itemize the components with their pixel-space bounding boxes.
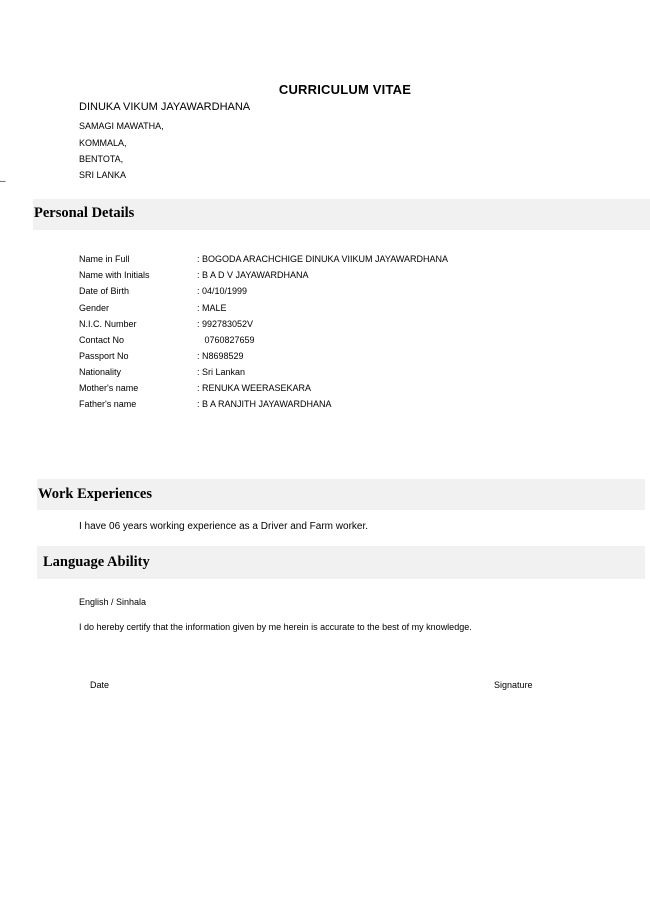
work-experiences-heading: Work Experiences [38,486,152,502]
detail-label: Mother's name [79,383,139,393]
detail-value: : N8698529 [197,351,244,361]
detail-label: Father's name [79,399,137,409]
address-line-3: BENTOTA, [79,154,124,164]
document-title: CURRICULUM VITAE [278,82,412,97]
date-label: Date [90,680,110,690]
detail-label: Date of Birth [79,286,130,296]
detail-value: 0760827659 [197,335,255,345]
detail-label: Nationality [79,367,122,377]
language-ability-heading: Language Ability [43,554,150,570]
detail-label: Gender [79,303,110,313]
detail-value: : B A D V JAYAWARDHANA [197,270,309,280]
detail-value: : MALE [197,303,227,313]
applicant-name: DINUKA VIKUM JAYAWARDHANA [79,101,251,113]
detail-label: Contact No [79,335,125,345]
detail-value: : 992783052V [197,319,254,329]
address-line-2: KOMMALA, [79,138,127,148]
margin-mark: – [0,176,6,187]
detail-value: : 04/10/1999 [197,286,248,296]
address-line-1: SAMAGI MAWATHA, [79,121,164,131]
detail-label: Name with Initials [79,270,150,280]
detail-value: : RENUKA WEERASEKARA [197,383,312,393]
detail-value: : BOGODA ARACHCHIGE DINUKA VIIKUM JAYAWARDHANA [197,254,449,264]
detail-label: Passport No [79,351,129,361]
personal-details-heading: Personal Details [34,205,135,221]
declaration-text: I do hereby certify that the information given by me herein is accurate to the best of my knowledge. [79,622,472,632]
language-text: English / Sinhala [79,597,147,607]
detail-value: : B A RANJITH JAYAWARDHANA [197,399,332,409]
detail-value: : Sri Lankan [197,367,246,377]
work-experience-text: I have 06 years working experience as a Driver and Farm worker. [79,521,369,532]
address-line-4: SRI LANKA [79,170,127,180]
detail-label: Name in Full [79,254,130,264]
detail-label: N.I.C. Number [79,319,137,329]
signature-label: Signature [494,680,533,690]
